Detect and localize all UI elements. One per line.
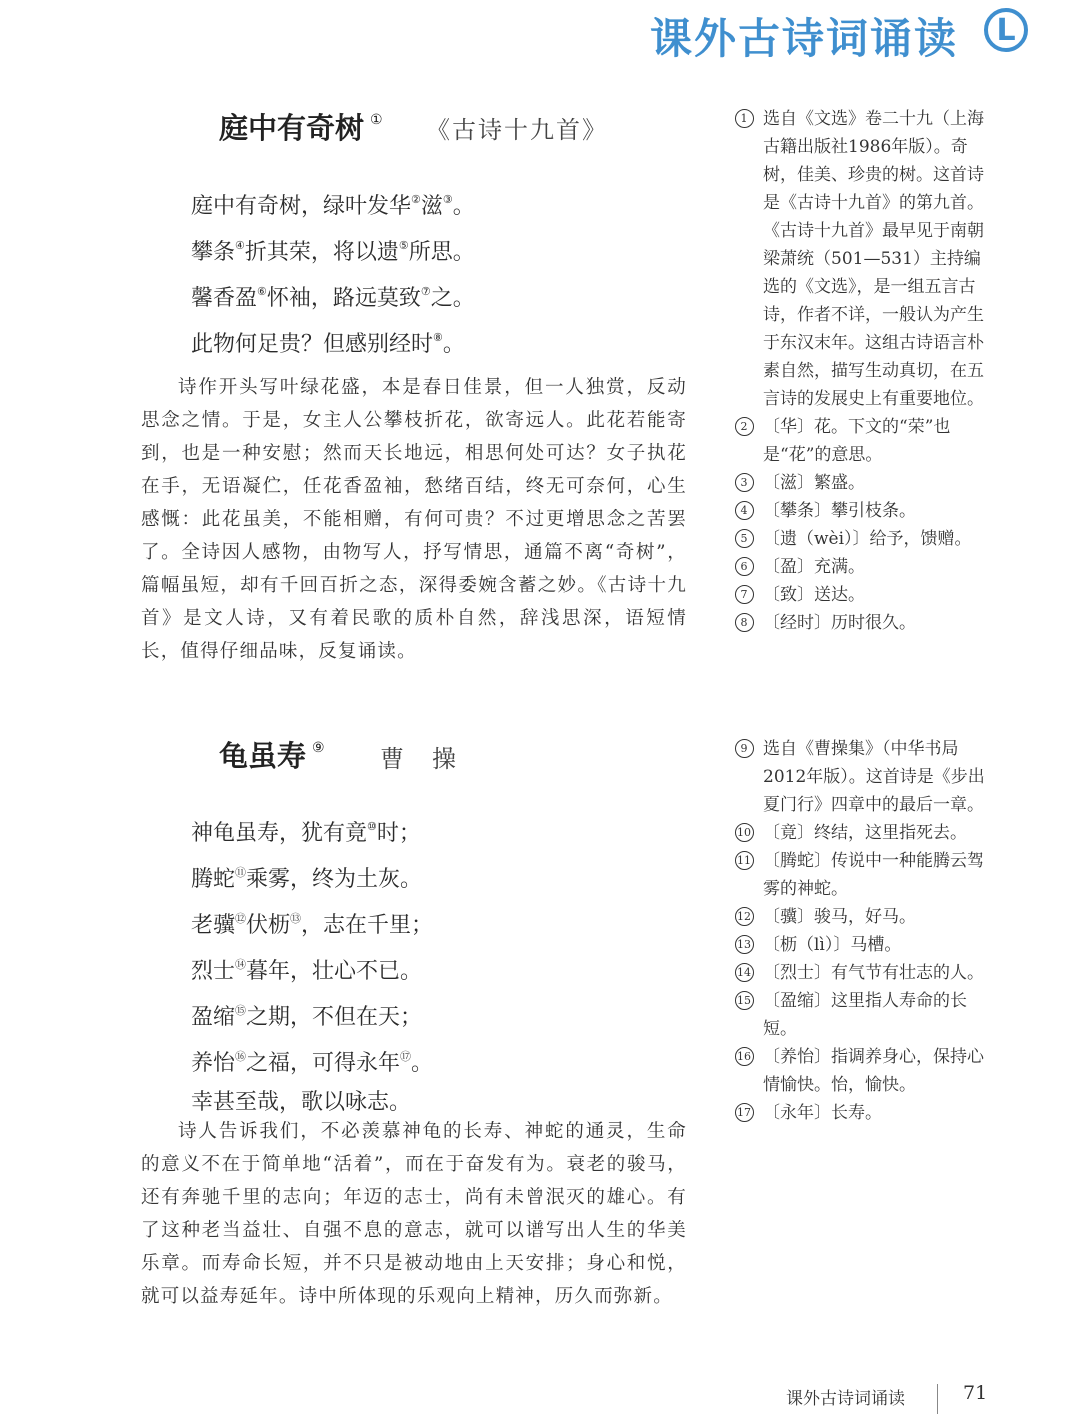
footnote-number [733,413,755,441]
footnote-item [733,413,986,469]
footnote-number-circle: 1 [735,109,754,128]
footnote-text: 〔骥〕骏马，好马。 [763,907,916,927]
section-badge-icon: L [984,8,1028,52]
footnote-number-circle: 13 [735,935,754,954]
footnote-number [733,735,755,763]
note-reference-mark: ⑭ [235,958,247,971]
footnote-text: 〔经时〕历时很久。 [763,613,916,633]
poem-line-text: 时； [376,821,421,846]
footnote-number [733,1043,755,1071]
footnote-item [733,105,986,413]
note-reference-mark: ⑩ [367,820,377,833]
poem-line-text: 。 [452,194,475,219]
poem-line-text: 。 [442,332,465,357]
footnote-number-circle: 12 [735,907,754,926]
footnote-number [733,469,755,497]
page-number: 71 [963,1382,988,1404]
poem-1-title-text: 庭中有奇树 [219,111,365,145]
footnote-item [733,469,986,497]
footnote-item [733,931,986,959]
footnote-text: 〔养怡〕指调养身心，保持心情愉快。怡，愉快。 [763,1047,984,1095]
poem-2-title-note-mark: ⑨ [312,740,325,756]
poem-1-commentary [141,371,687,668]
poem-1-title [219,106,383,147]
footnote-text: 〔盈〕充满。 [763,557,865,577]
poem-line-text: 。 [411,1051,434,1076]
poem-line [191,945,433,991]
poem-line [191,899,433,945]
footnote-item [733,735,986,819]
note-reference-mark: ④ [235,239,245,252]
footnote-item [733,609,986,637]
footnote-number-circle: 15 [735,991,754,1010]
footnote-number [733,525,755,553]
poem-line [191,991,433,1037]
footnote-item [733,847,986,903]
footnote-number-circle: 11 [735,851,754,870]
poem-line-text: 馨香盈 [191,286,258,311]
poem-line-text: 暮年，壮心不已。 [246,959,423,984]
poem-line [191,1037,433,1083]
footnote-item [733,987,986,1043]
footnote-text: 〔致〕送达。 [763,585,865,605]
footnote-item [733,1099,986,1127]
note-reference-mark: ⑪ [235,866,247,879]
footnote-number-circle: 16 [735,1047,754,1066]
poem-line-text: 滋 [420,194,443,219]
footer-section-title: 课外古诗词诵读 [786,1389,905,1409]
footnote-number-circle: 5 [735,529,754,548]
footnote-number-circle: 6 [735,557,754,576]
footnote-text: 〔华〕花。下文的“荣”也是“花”的意思。 [763,417,951,465]
footnotes-poem-1 [733,105,986,637]
poem-line-text: 烈士 [191,959,236,984]
footnote-number-circle: 8 [735,613,754,632]
footnote-text: 〔滋〕繁盛。 [763,473,865,493]
footnote-number [733,497,755,525]
poem-line [191,226,475,272]
poem-line-text: 之。 [430,286,475,311]
footnote-item [733,1043,986,1099]
poem-2-title [219,734,325,775]
footnote-number [733,987,755,1015]
note-reference-mark: ⑮ [235,1004,247,1017]
note-reference-mark: ⑤ [398,239,409,252]
poem-line-text: 之期，不但在天； [246,1005,423,1030]
note-reference-mark: ⑬ [290,912,302,925]
footnote-item [733,553,986,581]
note-reference-mark: ⑦ [420,285,431,298]
poem-line-text: 老骥 [191,913,236,938]
poem-line-text: 腾蛇 [191,867,236,892]
poem-line-text: 所思。 [408,240,475,265]
footnotes-poem-2 [733,735,986,1127]
footnote-number-circle: 3 [735,473,754,492]
footnote-number [733,847,755,875]
footnote-number [733,959,755,987]
poem-line-text: ，志在千里； [301,913,434,938]
poem-1-commentary-text: 诗作开头写叶绿花盛，本是春日佳景，但一人独赏，反动思念之情。于是，女主人公攀枝折花，欲寄远人。此花若能寄到，也是一种安慰；然而天长地远，相思何处可达？女子执花在手，无语凝伫，任花香盈袖，愁绪百结，终无可奈何，心生感慨：此花虽美，不能相赠，有何可贵？不过更增思念之苦罢了。全诗因人感物，由物写人，抒写情思，通篇不离“奇树”，篇幅虽短，却有千回百折之态，深得委婉含蓄之妙。《古诗十九首》是文人诗，又有着民歌的质朴自然，辞浅思深，语短情长，值得仔细品味，反复诵读。 [141,377,687,662]
footnote-number-circle: 4 [735,501,754,520]
footnote-text: 〔竟〕终结，这里指死去。 [763,823,967,843]
poem-2-author: 曹 操 [380,745,458,773]
note-reference-mark: ⑫ [235,912,247,925]
poem-line [191,807,433,853]
footnote-number [733,819,755,847]
note-reference-mark: ⑥ [257,285,267,298]
poem-line-text: 怀袖，路远莫致 [266,286,421,311]
poem-line-text: 盈缩 [191,1005,236,1030]
note-reference-mark: ③ [442,193,453,206]
note-reference-mark: ⑰ [400,1050,412,1063]
footnote-text: 〔盈缩〕这里指人寿命的长短。 [763,991,967,1039]
poem-line-text: 神龟虽寿，犹有竟 [191,821,368,846]
poem-line-text: 攀条 [191,240,236,265]
footnote-item [733,903,986,931]
poem-line-text: 庭中有奇树，绿叶发华 [191,194,412,219]
footnote-text: 〔永年〕长寿。 [763,1103,882,1123]
poem-line-text: 伏枥 [246,913,291,938]
poem-line [191,180,475,226]
section-header-title: 课外古诗词诵读 [650,14,959,63]
footnote-item [733,497,986,525]
poem-line-text: 此物何足贵？但感别经时 [191,332,434,357]
footnote-number-circle: 9 [735,739,754,758]
footnote-number [733,903,755,931]
footnote-text: 〔腾蛇〕传说中一种能腾云驾雾的神蛇。 [763,851,984,899]
footnote-text: 〔烈士〕有气节有壮志的人。 [763,963,984,983]
footnote-text: 〔攀条〕攀引枝条。 [763,501,916,521]
footnote-number [733,553,755,581]
poem-line-text: 乘雾，终为土灰。 [246,867,423,892]
footer-divider [937,1384,938,1414]
footnote-text: 选自《曹操集》（中华书局2012年版）。这首诗是《步出夏门行》四章中的最后一章。 [763,739,985,815]
footnote-item [733,581,986,609]
footnote-number [733,581,755,609]
poem-2-title-text: 龟虽寿 [219,739,307,773]
footnote-number [733,931,755,959]
footnote-number [733,105,755,133]
poem-line-text: 幸甚至哉，歌以咏志。 [191,1090,412,1115]
poem-1-author: 《古诗十九首》 [426,116,608,144]
poem-2-body [191,807,433,1122]
footnote-text: 〔枥（lì）〕马槽。 [763,935,902,955]
footnote-text: 〔遗（wèi）〕给予，馈赠。 [763,529,972,549]
poem-line-text: 折其荣，将以遗 [244,240,399,265]
footnote-item [733,525,986,553]
footnote-number [733,609,755,637]
footnote-number-circle: 7 [735,585,754,604]
poem-1-title-note-mark: ① [370,112,383,128]
footnote-number-circle: 14 [735,963,754,982]
footnote-text: 选自《文选》卷二十九（上海古籍出版社1986年版）。奇树，佳美、珍贵的树。这首诗是《古诗十九首》的第九首。《古诗十九首》最早见于南朝梁萧统（501—531）主持编选的《文选》，是一组五言古诗，作者不详，一般认为产生于东汉末年。这组古诗语言朴素自然，描写生动真切，在五言诗的发展史上有重要地位。 [763,109,984,409]
note-reference-mark: ⑯ [235,1050,247,1063]
poem-line [191,853,433,899]
footnote-item [733,959,986,987]
footnote-number [733,1099,755,1127]
poem-line-text: 之福，可得永年 [246,1051,401,1076]
poem-line [191,272,475,318]
footnote-number-circle: 10 [735,823,754,842]
poem-1-body [191,180,475,364]
footnote-item [733,819,986,847]
note-reference-mark: ⑧ [433,331,443,344]
poem-line [191,318,475,364]
footnote-number-circle: 17 [735,1103,754,1122]
note-reference-mark: ② [411,193,421,206]
footnote-number-circle: 2 [735,417,754,436]
poem-line-text: 养怡 [191,1051,236,1076]
poem-2-commentary-text: 诗人告诉我们，不必羡慕神龟的长寿、神蛇的通灵，生命的意义不在于简单地“活着”，而在于奋发有为。衰老的骏马，还有奔驰千里的志向；年迈的志士，尚有未曾泯灭的雄心。有了这种老当益壮、自强不息的意志，就可以谱写出人生的华美乐章。而寿命长短，并不只是被动地由上天安排；身心和悦，就可以益寿延年。诗中所体现的乐观向上精神，历久而弥新。 [141,1121,687,1307]
poem-2-commentary [141,1115,687,1313]
